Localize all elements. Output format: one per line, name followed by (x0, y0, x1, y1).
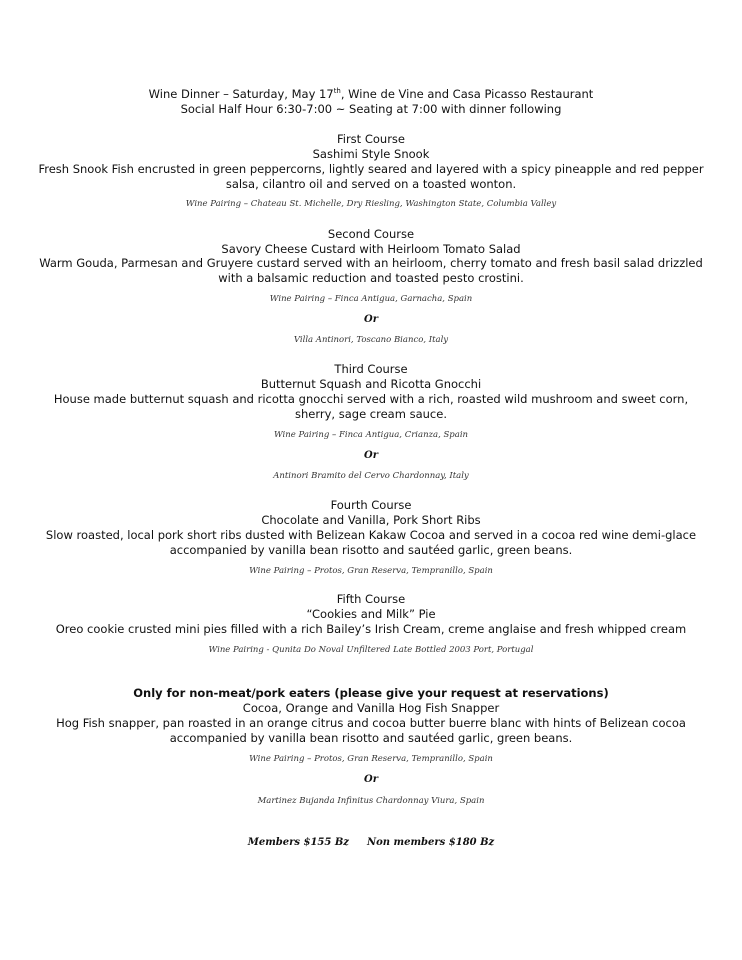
course-description: with a balsamic reduction and toasted pesto crostini. (218, 271, 524, 285)
wine-pairing: Wine Pairing – Chateau St. Michelle, Dry Riesling, Washington State, Columbia Valley (185, 199, 557, 209)
course-description: accompanied by vanilla bean risotto and sautéed garlic, green beans. (169, 543, 573, 557)
course-heading: Fourth Course (330, 498, 412, 512)
course-heading: First Course (336, 132, 405, 146)
event-title: Wine Dinner – Saturday, May 17th, Wine de Vine and Casa Picasso Restaurant (148, 87, 594, 101)
event-subtitle: Social Half Hour 6:30-7:00 ~ Seating at 7:00 with dinner following (180, 102, 562, 116)
course-dish: Savory Cheese Custard with Heirloom Tomato Salad (221, 242, 521, 256)
course-description: Warm Gouda, Parmesan and Gruyere custard served with an heirloom, cherry tomato and fresh basil salad drizzled (39, 256, 703, 270)
wine-pairing: Wine Pairing – Protos, Gran Reserva, Tempranillo, Spain (249, 566, 493, 576)
or-separator: Or (364, 774, 378, 785)
wine-pairing: Martinez Bujanda Infinitus Chardonnay Viura, Spain (257, 796, 485, 806)
wine-pairing: Wine Pairing – Finca Antigua, Crianza, Spain (273, 430, 469, 440)
wine-pairing: Antinori Bramito del Cervo Chardonnay, Italy (273, 471, 469, 481)
course-dish: Chocolate and Vanilla, Pork Short Ribs (261, 513, 481, 527)
or-separator: Or (364, 450, 378, 461)
course-description: House made butternut squash and ricotta gnocchi served with a rich, roasted wild mushroom and sweet corn, (53, 392, 689, 406)
wine-pairing: Wine Pairing – Protos, Gran Reserva, Tempranillo, Spain (249, 754, 493, 764)
course-dish: Sashimi Style Snook (312, 147, 430, 161)
alternate-heading: Only for non-meat/pork eaters (please give your request at reservations) (133, 686, 609, 700)
course-description: Slow roasted, local pork short ribs dusted with Belizean Kakaw Cocoa and served in a cocoa red wine demi-glace (45, 528, 697, 542)
price-line (0, 835, 742, 850)
course-heading: Fifth Course (336, 592, 406, 606)
course-dish: Butternut Squash and Ricotta Gnocchi (260, 377, 482, 391)
or-separator: Or (364, 314, 378, 325)
course-description: accompanied by vanilla bean risotto and sautéed garlic, green beans. (169, 731, 573, 745)
course-heading: Third Course (334, 362, 408, 376)
member-price: Members $155 Bz (247, 837, 349, 848)
course-description: Hog Fish snapper, pan roasted in an orange citrus and cocoa butter buerre blanc with hints of Belizean cocoa (56, 716, 686, 730)
course-description: Oreo cookie crusted mini pies filled with a rich Bailey’s Irish Cream, creme anglaise and fresh whipped cream (55, 622, 687, 636)
wine-pairing: Wine Pairing – Finca Antigua, Garnacha, Spain (269, 294, 473, 304)
course-description: salsa, cilantro oil and served on a toasted wonton. (225, 177, 517, 191)
alternate-dish: Cocoa, Orange and Vanilla Hog Fish Snapper (242, 701, 500, 715)
course-dish: “Cookies and Milk” Pie (306, 607, 436, 621)
course-description: Fresh Snook Fish encrusted in green peppercorns, lightly seared and layered with a spicy pineapple and red pepper (38, 162, 704, 176)
wine-pairing: Villa Antinori, Toscano Bianco, Italy (293, 335, 449, 345)
course-heading: Second Course (327, 227, 415, 241)
wine-pairing: Wine Pairing - Qunita Do Noval Unfiltered Late Bottled 2003 Port, Portugal (208, 645, 534, 655)
non-member-price: Non members $180 Bz (366, 837, 495, 848)
course-description: sherry, sage cream sauce. (295, 407, 447, 421)
